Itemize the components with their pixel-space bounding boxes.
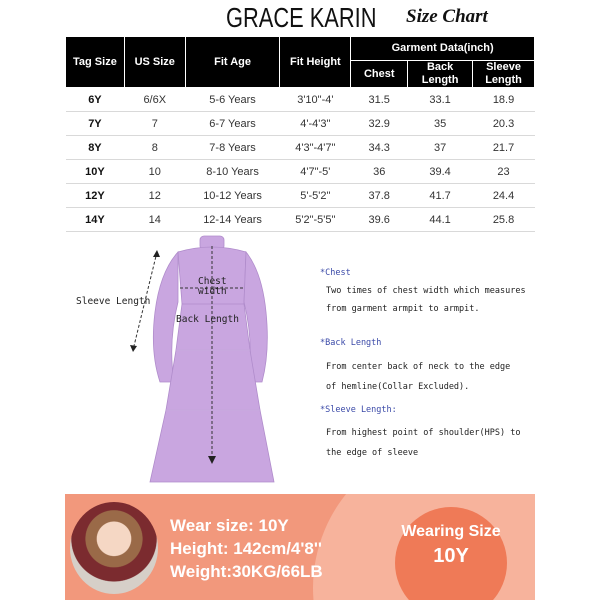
table-cell-chest: 31.5 [351, 88, 408, 112]
dress-illustration [0, 232, 300, 494]
sleeve-length-label: Sleeve Length [76, 296, 151, 307]
table-cell-age: 8-10 Years [185, 160, 280, 184]
note-sleeve-title: *Sleeve Length: [320, 405, 397, 415]
back-length-label: Back Length [176, 314, 239, 325]
table-cell-us: 7 [124, 112, 185, 136]
table-cell-back: 37 [408, 136, 473, 160]
header-sleeve-length: Sleeve Length [473, 61, 535, 88]
note-chest-title: *Chest [320, 268, 351, 278]
model-info-banner [65, 494, 535, 600]
table-cell-height: 5'-5'2" [280, 184, 351, 208]
chest-label: Chest [198, 276, 227, 287]
model-photo [70, 502, 158, 594]
table-cell-us: 8 [124, 136, 185, 160]
header-us-size: US Size [124, 37, 185, 88]
table-cell-tag: 6Y [66, 88, 125, 112]
table-cell-height: 3'10"-4' [280, 88, 351, 112]
table-row [66, 184, 535, 208]
table-cell-sleeve: 23 [473, 160, 535, 184]
size-table-body [66, 88, 535, 232]
table-cell-chest: 36 [351, 160, 408, 184]
table-cell-us: 10 [124, 160, 185, 184]
table-cell-height: 4'7"-5' [280, 160, 351, 184]
table-cell-age: 7-8 Years [185, 136, 280, 160]
table-cell-back: 35 [408, 112, 473, 136]
note-back-line2: of hemline(Collar Excluded). [326, 382, 470, 392]
table-cell-sleeve: 24.4 [473, 184, 535, 208]
weight-text: Weight:30KG/66LB [170, 562, 323, 581]
table-cell-tag: 10Y [66, 160, 125, 184]
note-sleeve-line2: the edge of sleeve [326, 448, 419, 458]
table-cell-back: 44.1 [408, 208, 473, 232]
table-row [66, 88, 535, 112]
note-back-line1: From center back of neck to the edge [326, 362, 511, 372]
table-cell-age: 10-12 Years [185, 184, 280, 208]
table-cell-tag: 8Y [66, 136, 125, 160]
note-chest-line1: Two times of chest width which measures [326, 286, 526, 296]
table-cell-tag: 12Y [66, 184, 125, 208]
table-cell-height: 5'2"-5'5" [280, 208, 351, 232]
table-cell-back: 41.7 [408, 184, 473, 208]
brand-logo: GRACE KARIN [226, 2, 377, 33]
table-cell-us: 12 [124, 184, 185, 208]
chest-width-label: width [198, 286, 227, 297]
table-cell-sleeve: 25.8 [473, 208, 535, 232]
note-chest-line2: from garment armpit to armpit. [326, 304, 480, 314]
table-cell-chest: 34.3 [351, 136, 408, 160]
header-garment-data: Garment Data(inch) [351, 37, 535, 61]
table-cell-us: 6/6X [124, 88, 185, 112]
header-back-length: Back Length [408, 61, 473, 88]
table-cell-height: 4'-4'3" [280, 112, 351, 136]
badge-label: Wearing Size [401, 523, 501, 540]
header-fit-height: Fit Height [280, 37, 351, 88]
table-cell-us: 14 [124, 208, 185, 232]
table-cell-chest: 32.9 [351, 112, 408, 136]
note-back-title: *Back Length [320, 338, 382, 348]
size-chart-title: Size Chart [406, 6, 488, 27]
header-chest: Chest [351, 61, 408, 88]
height-text: Height: 142cm/4'8'' [170, 539, 322, 558]
size-table [65, 36, 535, 232]
table-row [66, 136, 535, 160]
table-cell-back: 33.1 [408, 88, 473, 112]
table-row [66, 160, 535, 184]
header-fit-age: Fit Age [185, 37, 280, 88]
note-sleeve-line1: From highest point of shoulder(HPS) to [326, 428, 521, 438]
table-cell-sleeve: 21.7 [473, 136, 535, 160]
dress-diagram [0, 232, 300, 494]
table-row [66, 208, 535, 232]
header-tag-size: Tag Size [66, 37, 125, 88]
table-cell-tag: 14Y [66, 208, 125, 232]
table-row [66, 112, 535, 136]
table-cell-age: 5-6 Years [185, 88, 280, 112]
table-cell-sleeve: 18.9 [473, 88, 535, 112]
table-cell-height: 4'3"-4'7" [280, 136, 351, 160]
table-cell-age: 6-7 Years [185, 112, 280, 136]
table-cell-chest: 37.8 [351, 184, 408, 208]
table-cell-chest: 39.6 [351, 208, 408, 232]
table-cell-age: 12-14 Years [185, 208, 280, 232]
table-cell-back: 39.4 [408, 160, 473, 184]
wear-size-text: Wear size: 10Y [170, 516, 289, 535]
badge-size: 10Y [433, 545, 469, 567]
table-cell-tag: 7Y [66, 112, 125, 136]
table-cell-sleeve: 20.3 [473, 112, 535, 136]
